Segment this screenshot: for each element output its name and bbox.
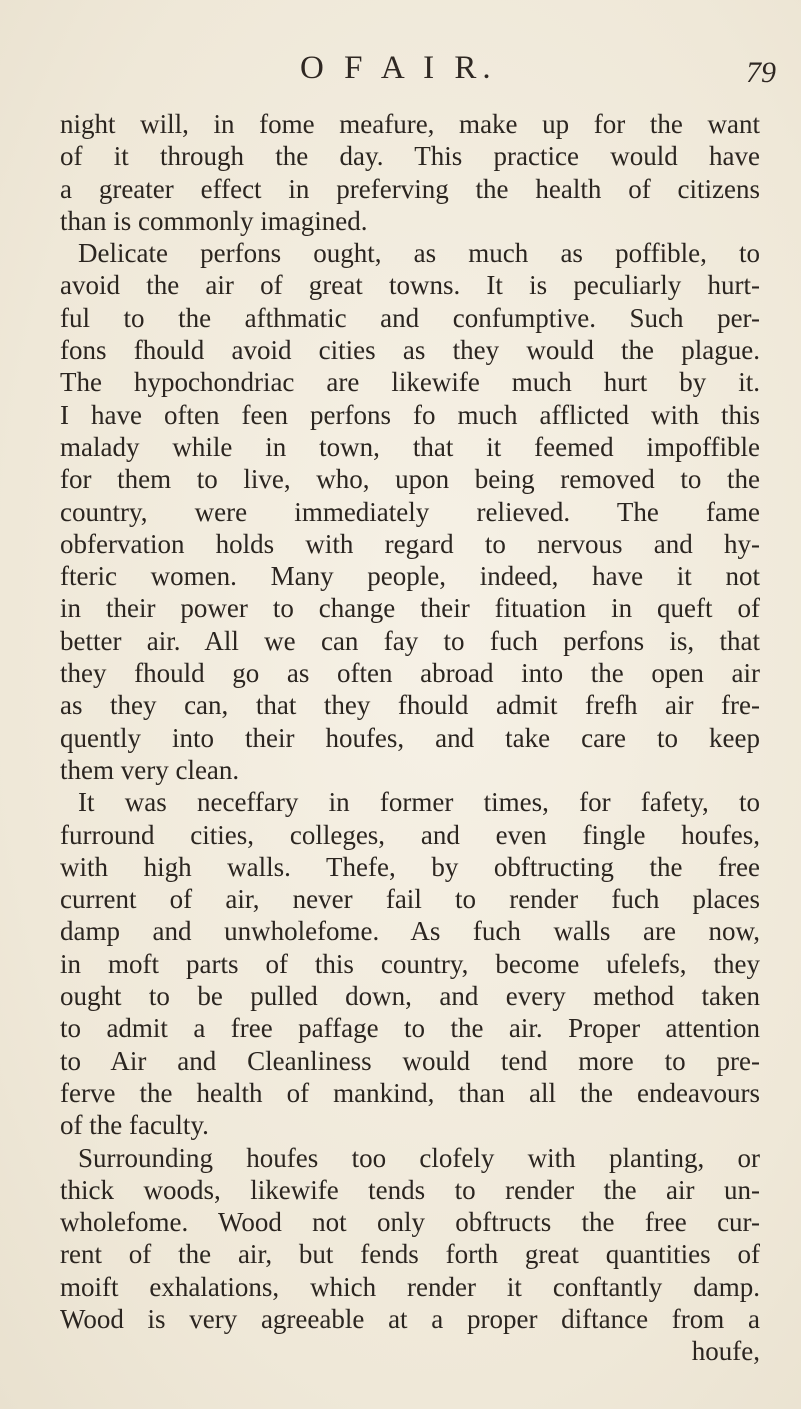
text-line: night will, in fome meafure, make up for the want (60, 109, 760, 139)
text-line: The hypochondriac are likewife much hurt by it. (60, 367, 760, 398)
text-line: in their power to change their fituation in queft of (60, 593, 760, 624)
text-line: in moft parts of this country, become ufelefs, they (60, 948, 760, 979)
page-number: 79 (746, 56, 776, 89)
text-line: for them to live, who, upon being removed to the (60, 464, 760, 495)
text-line: with high walls. Thefe, by obftructing the free (60, 851, 760, 882)
text-line: ought to be pulled down, and every method taken (60, 981, 760, 1012)
text-line: they fhould go as often abroad into the open air (60, 658, 760, 689)
catchword: houfe, (691, 1336, 760, 1367)
text-line: current of air, never fail to render fuch places (60, 884, 760, 915)
text-line: ful to the afthmatic and confumptive. Such per- (60, 302, 760, 333)
text-line: Wood is very agreeable at a proper diftance from a (60, 1303, 760, 1334)
text-line: avoid the air of great towns. It is peculiarly hurt- (60, 270, 760, 301)
text-line: them very clean. (60, 754, 240, 785)
text-line: It was neceffary in former times, for fafety, to (78, 787, 760, 818)
text-line: of it through the day. This practice would have (60, 141, 760, 172)
text-line: thick woods, likewife tends to render the air un- (60, 1174, 760, 1205)
text-line: I have often feen perfons fo much afflicted with this (60, 399, 760, 430)
text-line: better air. All we can fay to fuch perfons is, that (60, 625, 760, 656)
text-line: fteric women. Many people, indeed, have it not (60, 561, 760, 592)
text-line: of the faculty. (60, 1110, 209, 1141)
text-line: country, were immediately relieved. The fame (60, 496, 760, 527)
text-line: malady while in town, that it feemed impoffible (60, 431, 760, 462)
text-line: quently into their houfes, and take care to keep (60, 722, 760, 753)
text-line: to admit a free paffage to the air. Proper attention (60, 1013, 760, 1044)
text-line: furround cities, colleges, and even fingle houfes, (60, 819, 760, 850)
body-text (60, 108, 760, 1368)
text-line: damp and unwholefome. As fuch walls are now, (60, 916, 760, 947)
text-line: as they can, that they fhould admit frefh air fre- (60, 690, 760, 721)
text-line: Delicate perfons ought, as much as poffible, to (78, 238, 760, 269)
text-line: fons fhould avoid cities as they would the plague. (60, 335, 760, 366)
running-title: O F A I R. (300, 50, 497, 86)
text-line: obfervation holds with regard to nervous and hy- (60, 528, 760, 559)
text-line: to Air and Cleanliness would tend more to pre- (60, 1045, 760, 1076)
text-line: ferve the health of mankind, than all the endeavours (60, 1077, 760, 1108)
text-line: Surrounding houfes too clofely with planting, or (78, 1142, 760, 1173)
text-line: than is commonly imagined. (60, 205, 368, 236)
text-line: a greater effect in preferving the health of citizens (60, 173, 760, 204)
text-line: moift exhalations, which render it conftantly damp. (60, 1271, 760, 1302)
text-line: wholefome. Wood not only obftructs the free cur- (60, 1207, 760, 1238)
running-head (0, 50, 801, 98)
text-line: rent of the air, but fends forth great quantities of (60, 1239, 760, 1270)
